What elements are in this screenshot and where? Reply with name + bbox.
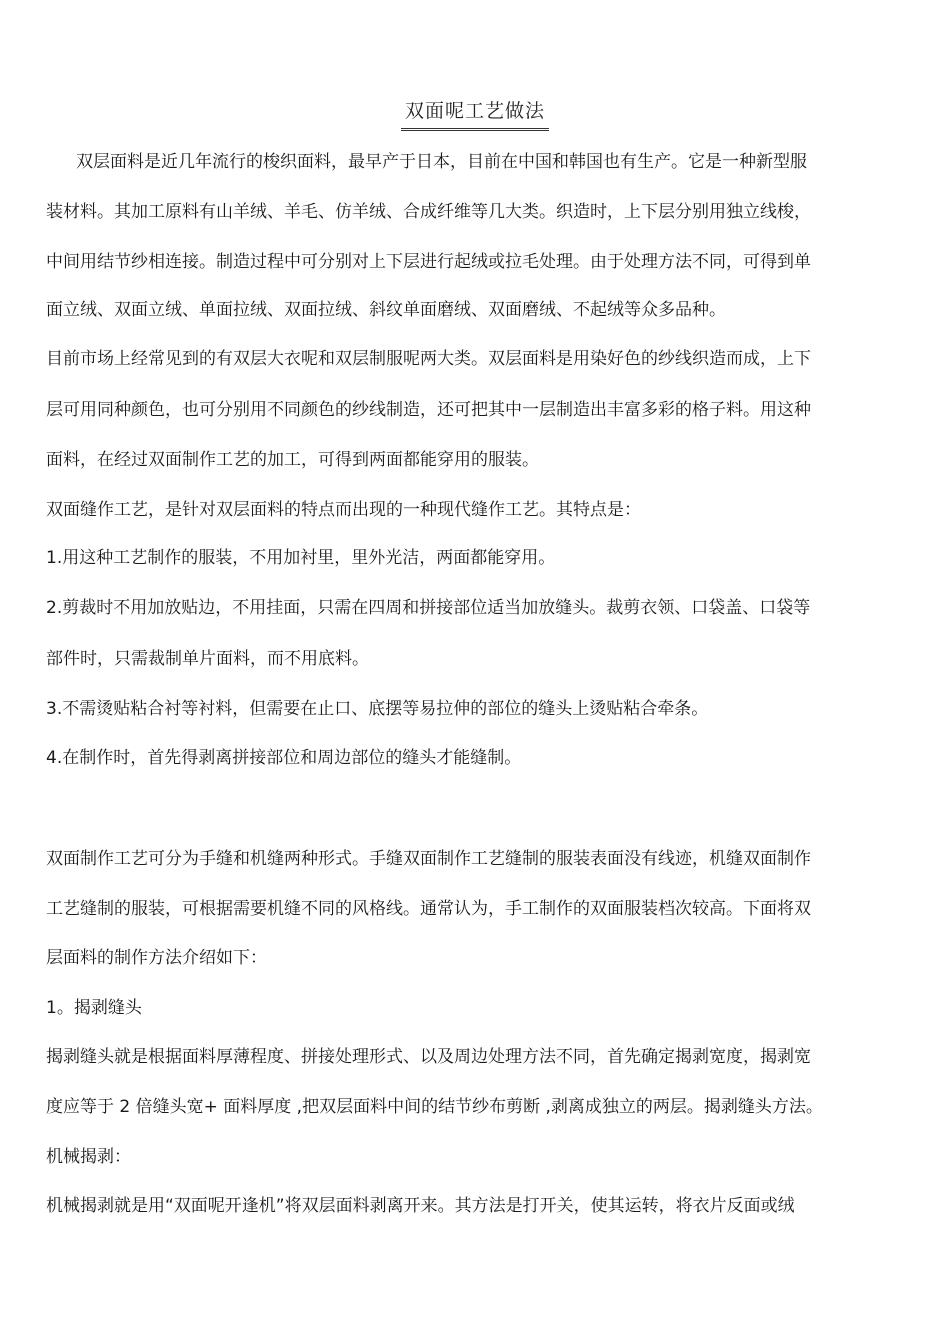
document-title: 双面呢工艺做法	[401, 97, 549, 131]
text-line: 层可用同种颜色，也可分别用不同颜色的纱线制造，还可把其中一层制造出丰富多彩的格子料。用这种	[46, 400, 811, 420]
title-container	[0, 97, 950, 131]
text-line: 机械揭剥就是用“双面呢开逢机”将双层面料剥离开来。其方法是打开关，使其运转，将衣片反面或绒	[46, 1196, 795, 1216]
text-line: 目前市场上经常见到的有双层大衣呢和双层制服呢两大类。双层面料是用染好色的纱线织造而成，上下	[46, 349, 811, 369]
list-item: 4.在制作时，首先得剥离拼接部位和周边部位的缝头才能缝制。	[46, 748, 522, 768]
list-item: 1.用这种工艺制作的服装，不用加衬里，里外光洁，两面都能穿用。	[46, 548, 556, 568]
text-line: 双层面料是近几年流行的梭织面料，最早产于日本，目前在中国和韩国也有生产。它是一种新型服	[76, 152, 807, 172]
text-line: 双面制作工艺可分为手缝和机缝两种形式。手缝双面制作工艺缝制的服装表面没有线迹，机缝双面制作	[46, 849, 811, 869]
list-item: 3.不需烫贴粘合衬等衬料，但需要在止口、底摆等易拉伸的部位的缝头上烫贴粘合牵条。	[46, 699, 709, 719]
text-line: 揭剥缝头就是根据面料厚薄程度、拼接处理形式、以及周边处理方法不同，首先确定揭剥宽度，揭剥宽	[46, 1047, 811, 1067]
text-line: 部件时，只需裁制单片面料，而不用底料。	[46, 649, 369, 669]
list-item: 2.剪裁时不用加放贴边，不用挂面，只需在四周和拼接部位适当加放缝头。裁剪衣领、口袋盖、口袋等	[46, 598, 811, 618]
text-line: 工艺缝制的服装，可根据需要机缝不同的风格线。通常认为，手工制作的双面服装档次较高。下面将双	[46, 899, 811, 919]
text-line: 双面缝作工艺，是针对双层面料的特点而出现的一种现代缝作工艺。其特点是：	[46, 500, 641, 520]
text-line: 层面料的制作方法介绍如下：	[46, 948, 267, 968]
text-line: 装材料。其加工原料有山羊绒、羊毛、仿羊绒、合成纤维等几大类。织造时，上下层分别用独立线梭，	[46, 202, 811, 222]
text-line: 面料，在经过双面制作工艺的加工，可得到两面都能穿用的服装。	[46, 450, 539, 470]
text-line: 度应等于 2 倍缝头宽+ 面料厚度 ,把双层面料中间的结节纱布剪断 ,剥离成独立的两层。揭剥缝头方法。	[46, 1097, 823, 1117]
subheading: 机械揭剥：	[46, 1147, 131, 1167]
section-heading: 1。揭剥缝头	[46, 998, 142, 1018]
text-line: 中间用结节纱相连接。制造过程中可分别对上下层进行起绒或拉毛处理。由于处理方法不同，可得到单	[46, 252, 811, 272]
text-line: 面立绒、双面立绒、单面拉绒、双面拉绒、斜纹单面磨绒、双面磨绒、不起绒等众多品种。	[46, 300, 726, 320]
